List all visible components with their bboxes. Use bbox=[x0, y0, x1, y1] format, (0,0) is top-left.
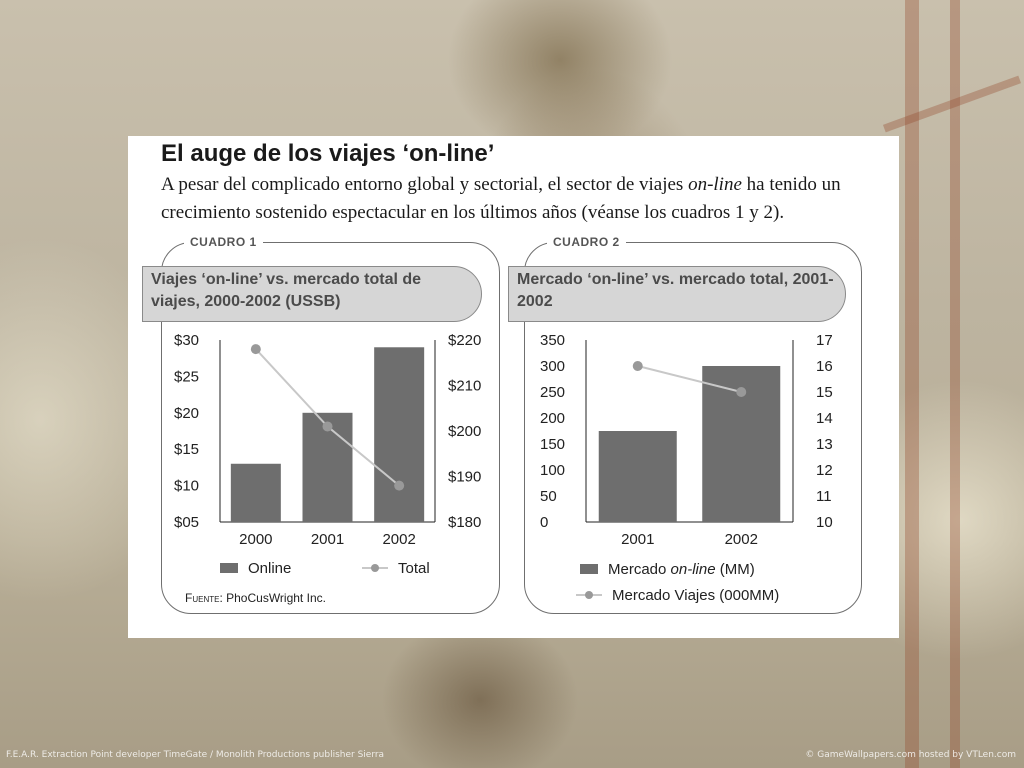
line-point-2001 bbox=[633, 361, 643, 371]
y-tick-label-left: 200 bbox=[540, 410, 566, 427]
wallpaper-credit: © GameWallpapers.com hosted by VTLen.com bbox=[805, 750, 1016, 760]
x-tick-label: 2002 bbox=[382, 531, 416, 548]
bar-2001 bbox=[599, 431, 677, 522]
y-tick-label-left: $05 bbox=[174, 514, 200, 531]
y-tick-label-left: $25 bbox=[174, 368, 200, 386]
x-tick-label: 2001 bbox=[310, 531, 345, 548]
legend-label-bar: Mercado on-line (MM) bbox=[608, 561, 755, 578]
legend-label-bar: Online bbox=[248, 560, 292, 577]
y-tick-label-left: $15 bbox=[174, 441, 200, 459]
panel-label: CUADRO 1 bbox=[184, 235, 263, 249]
y-tick-label-left: $30 bbox=[174, 332, 200, 349]
source-text: PhoCusWright Inc. bbox=[226, 591, 326, 605]
y-tick-label-right: $180 bbox=[448, 514, 482, 531]
y-tick-label-left: $20 bbox=[174, 404, 200, 422]
legend-swatch-bar bbox=[580, 564, 598, 574]
y-tick-label-left: 300 bbox=[540, 358, 566, 375]
y-tick-label-left: 50 bbox=[540, 488, 557, 505]
y-tick-label-right: 13 bbox=[816, 436, 833, 453]
y-tick-label-right: 12 bbox=[816, 462, 833, 479]
y-tick-label-right: $190 bbox=[448, 468, 482, 486]
panel-label: CUADRO 2 bbox=[547, 235, 626, 249]
article-card bbox=[128, 136, 899, 638]
source-label: Fuente: bbox=[185, 591, 223, 605]
legend-swatch-point bbox=[585, 591, 593, 599]
y-tick-label-left: 250 bbox=[540, 384, 566, 401]
chart-title: Mercado ‘on-line’ vs. mercado total, 2001-2002 bbox=[508, 266, 846, 322]
y-tick-label-right: 17 bbox=[816, 332, 833, 349]
y-tick-label-right: $200 bbox=[448, 423, 482, 440]
y-tick-label-right: 14 bbox=[816, 410, 833, 427]
y-tick-label-right: 16 bbox=[816, 358, 833, 375]
intro-text: ha tenido un crecimiento sostenido espectacular en los últimos años (véanse los cuadros 1 y 2). bbox=[161, 174, 841, 223]
y-tick-label-left: 0 bbox=[540, 514, 549, 531]
y-tick-label-right: 11 bbox=[816, 488, 832, 505]
line-point-2002 bbox=[736, 387, 746, 397]
legend-label-line: Mercado Viajes (000MM) bbox=[612, 587, 780, 604]
x-tick-label: 2002 bbox=[724, 531, 758, 548]
y-tick-label-left: 150 bbox=[540, 436, 566, 453]
intro-text: A pesar del complicado entorno global y sectorial, el sector de viajes bbox=[161, 174, 689, 195]
wallpaper-credit: F.E.A.R. Extraction Point developer TimeGate / Monolith Productions publisher Sierra bbox=[6, 750, 385, 760]
y-tick-label-right: 15 bbox=[816, 384, 833, 401]
y-tick-label-right: $220 bbox=[448, 332, 482, 349]
y-tick-label-left: $10 bbox=[174, 477, 200, 495]
y-tick-label-left: 350 bbox=[540, 332, 566, 349]
x-tick-label: 2001 bbox=[621, 531, 655, 548]
intro-emphasis: on-line bbox=[688, 174, 742, 195]
chart-cuadro-2 bbox=[128, 136, 899, 638]
y-tick-label-left: 100 bbox=[540, 462, 566, 479]
chart-title: Viajes ‘on-line’ vs. mercado total de viajes, 2000-2002 (USSB) bbox=[142, 266, 482, 322]
y-tick-label-right: $210 bbox=[448, 377, 482, 395]
y-tick-label-right: 10 bbox=[816, 514, 833, 531]
x-tick-label: 2000 bbox=[239, 531, 273, 548]
article-title: El auge de los viajes ‘on-line’ bbox=[161, 140, 495, 167]
wallpaper-beam bbox=[950, 0, 960, 768]
legend-label-line: Total bbox=[398, 560, 430, 577]
